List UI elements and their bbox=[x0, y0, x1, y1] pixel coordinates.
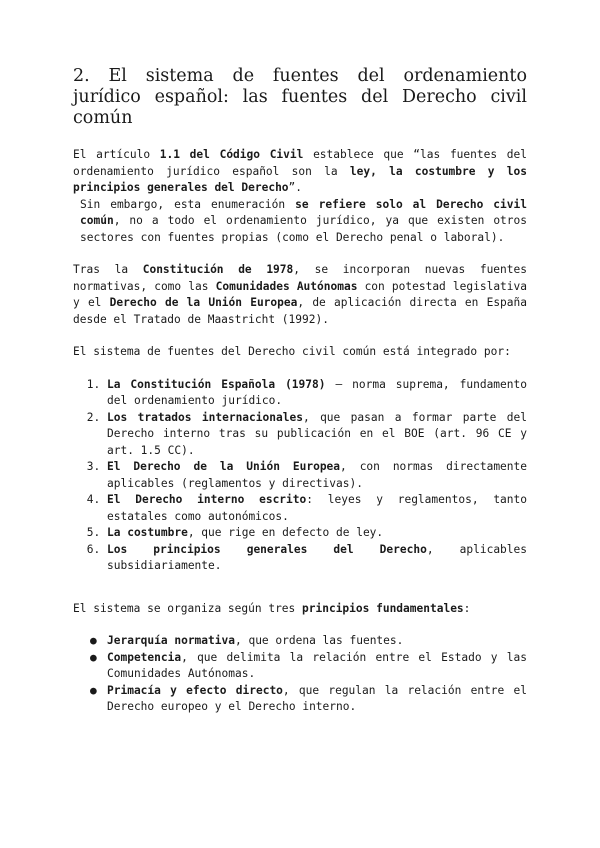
list-item bbox=[90, 633, 527, 650]
bold-run: ley, la costumbre y los principios generales del Derecho bbox=[73, 164, 527, 194]
list-item bbox=[90, 650, 527, 683]
text-run: , no a todo el ordenamiento jurídico, ya que existen otros sectores con fuentes propias (como el Derecho penal o laboral). bbox=[80, 214, 527, 244]
text-run: – norma suprema, fundamento del ordenamiento jurídico. bbox=[107, 377, 527, 407]
bold-run: Derecho de la Unión Europea bbox=[109, 296, 298, 309]
text-run: El artículo bbox=[73, 148, 160, 161]
bold-run: Comunidades Autónomas bbox=[215, 279, 358, 293]
text-run: con potestad legislativa y el bbox=[73, 279, 527, 309]
text-run: , que pasan a formar parte del Derecho interno tras su publicación en el BOE (art. 96 CE y art. 1.5 CC). bbox=[107, 410, 527, 457]
bold-run: Constitución de 1978 bbox=[142, 263, 294, 276]
bold-run: Jerarquía normativa bbox=[107, 634, 235, 647]
text-run: , que delimita la relación entre el Estado y las Comunidades Autónomas. bbox=[107, 650, 527, 680]
bold-run: El Derecho de la Unión Europea bbox=[107, 460, 341, 473]
list-item bbox=[107, 525, 527, 542]
paragraph-sin-embargo bbox=[73, 197, 527, 247]
document-page bbox=[73, 66, 527, 716]
bold-run: se refiere solo al Derecho civil común bbox=[80, 197, 527, 227]
bold-run: Los tratados internacionales bbox=[107, 410, 303, 424]
principles-list bbox=[73, 633, 527, 716]
bullet-icon: ● bbox=[90, 650, 97, 664]
text-run: : leyes y reglamentos, tanto estatales como autonómicos. bbox=[107, 493, 528, 523]
text-run: , se incorporan nuevas fuentes normativas, como las bbox=[73, 263, 527, 293]
list-item bbox=[107, 459, 527, 492]
bullet-icon: ● bbox=[90, 634, 97, 647]
text-run: , que rige en defecto de ley. bbox=[187, 526, 384, 539]
text-run: , aplicables subsidiariamente. bbox=[107, 542, 527, 572]
text-run: Sin embargo, esta enumeración bbox=[80, 197, 296, 211]
text-run: , que ordena las fuentes. bbox=[234, 634, 404, 647]
bold-run: Los principios generales del Derecho bbox=[107, 542, 427, 556]
list-item bbox=[107, 410, 527, 460]
text-run: : bbox=[463, 601, 471, 615]
bold-run: Competencia bbox=[107, 650, 182, 664]
bold-run: Primacía y efecto directo bbox=[107, 683, 283, 697]
text-run: , que regulan la relación entre el Derecho europeo y el Derecho interno. bbox=[107, 683, 527, 713]
list-item bbox=[107, 492, 527, 525]
bold-run: La costumbre bbox=[107, 526, 188, 539]
sources-list bbox=[73, 377, 527, 575]
paragraph-principios bbox=[73, 601, 527, 618]
bold-run: 1.1 del Código Civil bbox=[159, 148, 304, 161]
paragraph-integrado: El sistema de fuentes del Derecho civil común está integrado por: bbox=[73, 345, 511, 358]
text-run: establece que “las fuentes del ordenamiento jurídico español son la bbox=[73, 148, 527, 178]
text-run: ”. bbox=[288, 181, 303, 194]
text-run: , de aplicación directa en España desde el Tratado de Maastricht (1992). bbox=[73, 296, 527, 326]
bold-run: El Derecho interno escrito bbox=[107, 493, 307, 506]
list-item bbox=[107, 377, 527, 410]
bold-run: principios fundamentales bbox=[302, 601, 464, 615]
list-item bbox=[90, 683, 527, 716]
text-run: El sistema se organiza según tres bbox=[73, 601, 303, 615]
paragraph-constitucion bbox=[73, 262, 527, 328]
text-run: , con normas directamente aplicables (reglamentos y directivas). bbox=[107, 460, 527, 490]
paragraph-codigo-civil bbox=[73, 147, 527, 197]
list-item bbox=[107, 542, 527, 575]
bold-run: La Constitución Española (1978) bbox=[107, 377, 326, 391]
bullet-icon: ● bbox=[90, 683, 97, 697]
text-run: Tras la bbox=[73, 263, 143, 276]
section-title: 2. El sistema de fuentes del ordenamiento jurídico español: las fuentes del Derecho civil común bbox=[73, 66, 527, 128]
